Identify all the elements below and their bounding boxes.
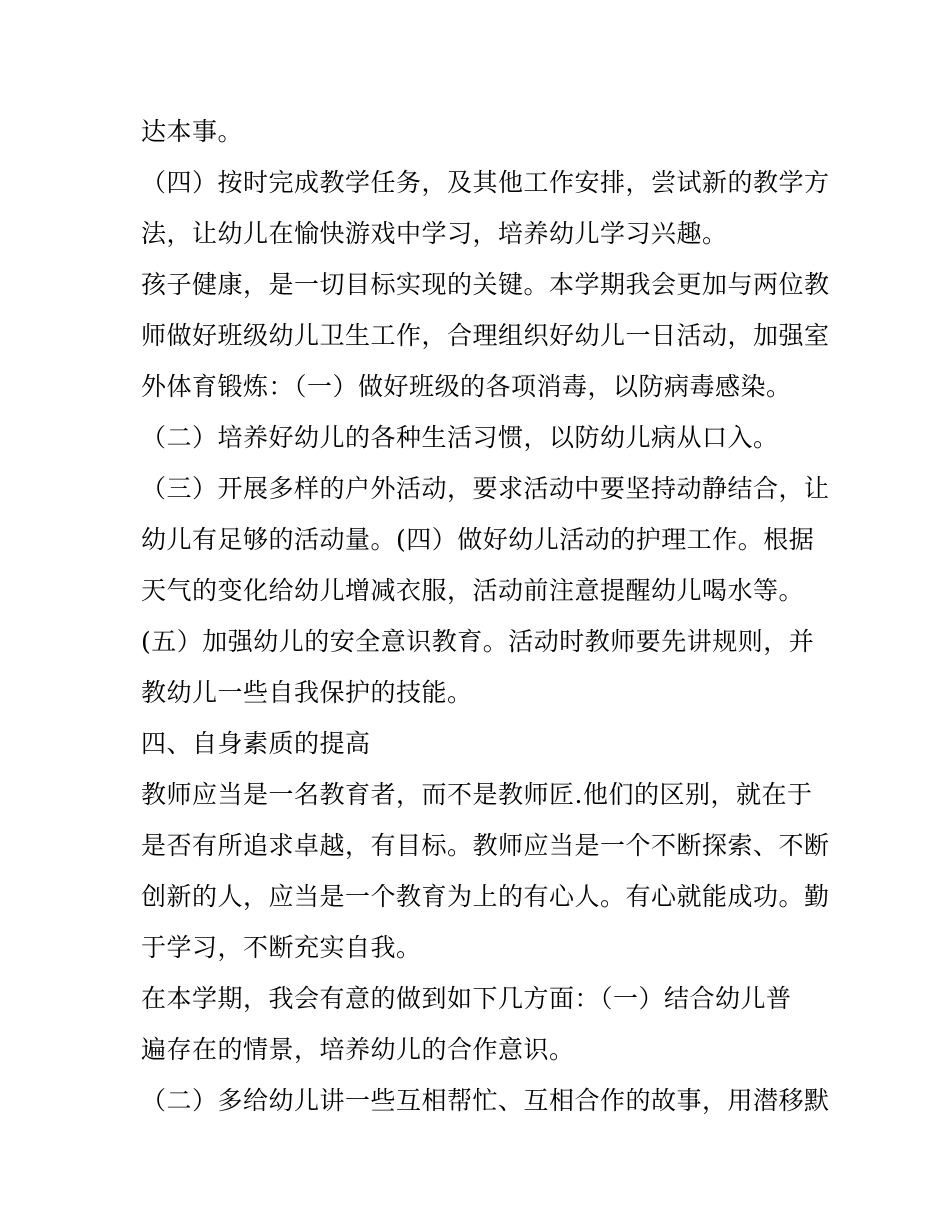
text-line: 教幼儿一些自我保护的技能。 (141, 678, 473, 707)
section-heading: 四、自身素质的提高 (141, 729, 371, 758)
text-line: 遍存在的情景，培养幼儿的合作意识。 (141, 1035, 575, 1064)
text-line: 于学习，不断充实自我。 (141, 933, 422, 962)
text-line: （二）培养好幼儿的各种生活习惯，以防幼儿病从口入。 (141, 423, 779, 452)
text-line: 法，让幼儿在愉快游戏中学习，培养幼儿学习兴趣。 (141, 219, 728, 248)
text-line: 师做好班级幼儿卫生工作，合理组织好幼儿一日活动，加强室 (141, 321, 830, 350)
document-body (141, 106, 830, 1126)
text-line: 教师应当是一名教育者，而不是教师匠.他们的区别，就在于 (141, 780, 813, 809)
text-line: （三）开展多样的户外活动，要求活动中要坚持动静结合，让 (141, 474, 830, 503)
text-line: 是否有所追求卓越，有目标。教师应当是一个不断探索、不断 (141, 831, 830, 860)
text-line: 达本事。 (141, 117, 244, 146)
text-line: 创新的人，应当是一个教育为上的有心人。有心就能成功。勤 (141, 882, 830, 911)
text-line: (五）加强幼儿的安全意识教育。活动时教师要先讲规则，并 (141, 627, 815, 656)
text-line: （二）多给幼儿讲一些互相帮忙、互相合作的故事，用潜移默 (141, 1086, 830, 1115)
text-line: （四）按时完成教学任务，及其他工作安排，尝试新的教学方 (141, 168, 830, 197)
text-line: 在本学期，我会有意的做到如下几方面：（一）结合幼儿普 (141, 984, 792, 1013)
text-line: 外体育锻炼：（一）做好班级的各项消毒，以防病毒感染。 (141, 372, 792, 401)
text-line: 孩子健康，是一切目标实现的关键。本学期我会更加与两位教 (141, 270, 830, 299)
text-line: 幼儿有足够的活动量。(四）做好幼儿活动的护理工作。根据 (141, 525, 815, 554)
text-line: 天气的变化给幼儿增减衣服，活动前注意提醒幼儿喝水等。 (141, 576, 805, 605)
